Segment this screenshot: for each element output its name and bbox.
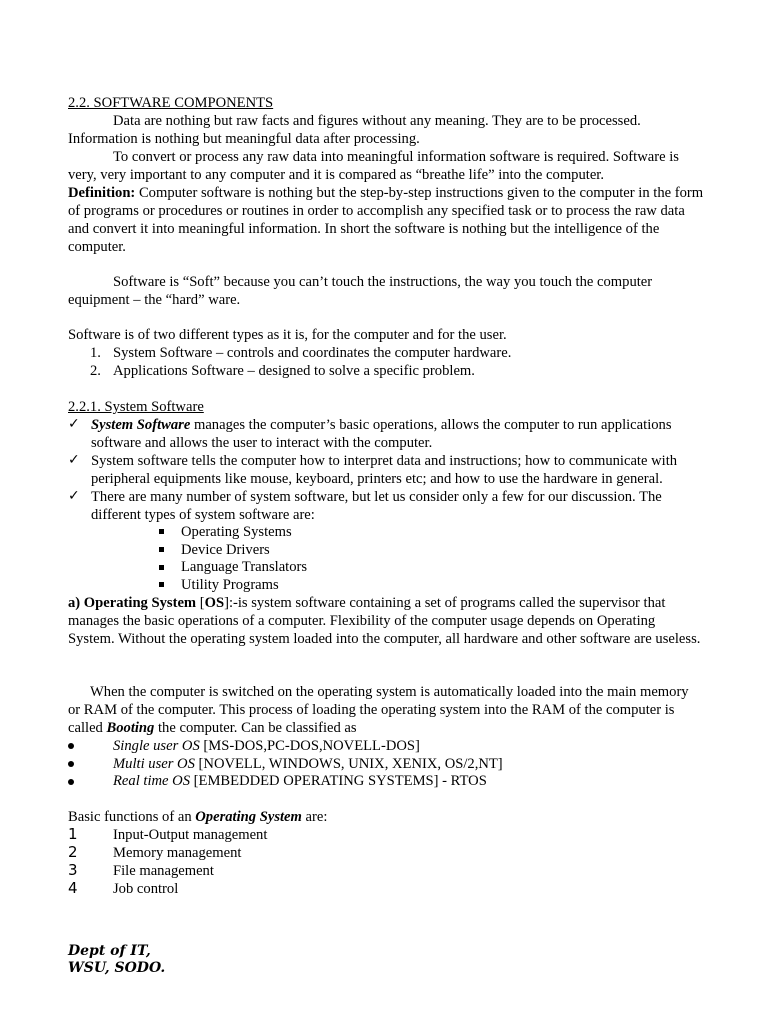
- footer-institution: WSU, SODO.: [68, 960, 166, 976]
- list-item: File management: [113, 863, 214, 879]
- list-item: Job control: [113, 881, 179, 897]
- os-class-name: Real time OS: [113, 773, 191, 789]
- paragraph-data-definition: Data are nothing but raw facts and figures without any meaning. They are to be processed. Information is nothing but meaningful data after processing.: [68, 113, 641, 147]
- checkmark-icon: ✓: [68, 452, 80, 468]
- list-item: Memory management: [113, 845, 242, 861]
- os-abbr: OS: [204, 595, 225, 611]
- list-item: [113, 737, 420, 755]
- paragraph-soft-ware: Software is “Soft” because you can’t touch the instructions, the way you touch the computer equipment – the “hard” ware.: [68, 274, 653, 308]
- booting-paragraph: [68, 683, 704, 737]
- operating-system-paragraph: [68, 594, 704, 648]
- list-number: 4: [68, 879, 78, 897]
- list-item: System Software – controls and coordinates the computer hardware.: [113, 345, 512, 361]
- check-item: [91, 416, 705, 452]
- os-bracket-close: ]: [224, 595, 229, 611]
- bullet-dot-icon: [68, 761, 74, 767]
- list-item: Device Drivers: [181, 542, 270, 558]
- list-number: 1: [68, 825, 78, 843]
- definition-paragraph: [68, 184, 704, 256]
- os-text: :-is system software containing a set of programs called the supervisor that manages the basic operations of a computer. Flexibility of the computer usage depends on Operating System. Without the operating system loaded into the computer, all hardware and other software are useless.: [68, 595, 701, 647]
- checkmark-icon: ✓: [68, 488, 80, 504]
- square-bullet-icon: [159, 529, 164, 534]
- list-number: 1.: [90, 345, 101, 361]
- definition-label: Definition:: [68, 185, 136, 201]
- check-item: System software tells the computer how to interpret data and instructions; how to communicate with peripheral equipments like mouse, keyboard, printers etc; and how to use the hardware in general.: [91, 453, 678, 487]
- list-item: Input-Output management: [113, 827, 268, 843]
- os-class-name: Single user OS: [113, 738, 200, 754]
- footer-department: Dept of IT,: [68, 943, 151, 959]
- list-item: Operating Systems: [181, 524, 292, 540]
- list-item: [113, 755, 503, 773]
- subsection-heading: 2.2.1. System Software: [68, 399, 204, 415]
- check-item: There are many number of system software, but let us consider only a few for our discussion. The different types of system software are:: [91, 489, 662, 523]
- functions-intro-term: Operating System: [195, 809, 302, 825]
- bullet-dot-icon: [68, 779, 74, 785]
- os-class-name: Multi user OS: [113, 756, 195, 772]
- os-label: a) Operating System: [68, 595, 197, 611]
- paragraph-types-intro: Software is of two different types as it is, for the computer and for the user.: [68, 327, 507, 343]
- booting-text-before: When the computer is switched on the operating system is automatically loaded into the main memory or RAM of the computer. This process of loading the operating system into the RAM of the computer is called: [68, 684, 689, 736]
- functions-intro: [68, 808, 704, 826]
- booting-text-after: the computer. Can be classified as: [154, 720, 357, 736]
- list-item: [113, 772, 487, 790]
- os-class-detail: [NOVELL, WINDOWS, UNIX, XENIX, OS/2,NT]: [194, 756, 503, 772]
- square-bullet-icon: [159, 565, 164, 570]
- list-item: Utility Programs: [181, 577, 279, 593]
- square-bullet-icon: [159, 582, 164, 587]
- check-item-lead: System Software: [91, 417, 191, 433]
- functions-intro-after: are:: [301, 809, 328, 825]
- os-bracket-open: [: [196, 595, 205, 611]
- os-class-detail: [MS-DOS,PC-DOS,NOVELL-DOS]: [199, 738, 420, 754]
- list-item: Applications Software – designed to solve a specific problem.: [113, 363, 475, 379]
- list-number: 3: [68, 861, 78, 879]
- paragraph-software-importance: To convert or process any raw data into meaningful information software is required. Software is very, very important to any computer and it is compared as “breathe life” into the computer.: [68, 149, 679, 183]
- booting-term: Booting: [106, 720, 155, 736]
- check-item-text: manages the computer’s basic operations, allows the computer to run applications software and allows the user to interact with the computer.: [91, 417, 672, 451]
- bullet-dot-icon: [68, 743, 74, 749]
- functions-intro-before: Basic functions of an: [68, 809, 196, 825]
- checkmark-icon: ✓: [68, 416, 80, 432]
- square-bullet-icon: [159, 547, 164, 552]
- section-heading: 2.2. SOFTWARE COMPONENTS: [68, 95, 274, 111]
- list-item: Language Translators: [181, 559, 308, 575]
- definition-text: Computer software is nothing but the step-by-step instructions given to the computer in the form of programs or procedures or routines in order to accomplish any specified task or to process the raw data and convert it into meaningful information. In short the software is nothing but the intelligence of the computer.: [68, 185, 704, 255]
- list-number: 2.: [90, 363, 101, 379]
- list-number: 2: [68, 843, 78, 861]
- os-class-detail: [EMBEDDED OPERATING SYSTEMS] - RTOS: [190, 773, 487, 789]
